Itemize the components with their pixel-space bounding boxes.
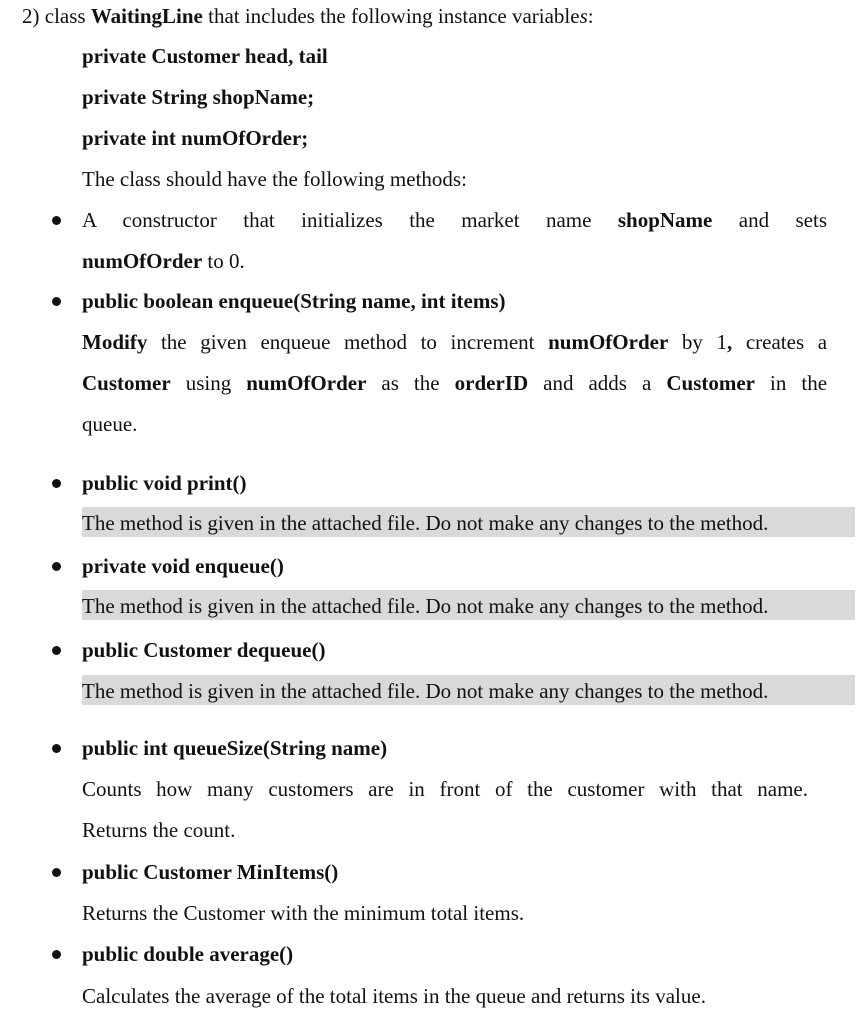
- variable-shop-name: private String shopName;: [82, 85, 315, 109]
- enqueue-desc-line-3: queue.: [82, 412, 138, 436]
- bullet-icon: [52, 646, 61, 655]
- methods-intro: The class should have the following methods:: [82, 167, 467, 191]
- question-number: 2): [22, 4, 40, 28]
- print-signature: public void print(): [82, 471, 247, 495]
- bullet-icon: [52, 297, 61, 306]
- min-items-signature: public Customer MinItems(): [82, 860, 339, 884]
- average-desc: Calculates the average of the total items in the queue and returns its value.: [82, 984, 706, 1008]
- dequeue-signature: public Customer dequeue(): [82, 638, 326, 662]
- dequeue-note: The method is given in the attached file. Do not make any changes to the method.: [82, 679, 769, 703]
- bullet-icon: [52, 479, 61, 488]
- enqueue-private-note: The method is given in the attached file. Do not make any changes to the method.: [82, 594, 769, 618]
- bullet-icon: [52, 868, 61, 877]
- enqueue-private-signature: private void enqueue(): [82, 554, 284, 578]
- enqueue-desc-line-2: Customer using numOfOrder as the orderID and adds a Customer in the: [82, 371, 828, 395]
- bullet-icon: [52, 216, 61, 225]
- print-note: The method is given in the attached file. Do not make any changes to the method.: [82, 511, 769, 535]
- variable-head-tail: private Customer head, tail: [82, 44, 328, 68]
- question-intro: 2) class WaitingLine that includes the following instance variables:: [22, 4, 594, 28]
- average-signature: public double average(): [82, 942, 294, 966]
- queue-size-desc-line-1: Counts how many customers are in front of the customer with that name.: [82, 777, 808, 801]
- class-name: WaitingLine: [90, 4, 203, 28]
- min-items-desc: Returns the Customer with the minimum total items.: [82, 901, 525, 925]
- bullet-icon: [52, 950, 61, 959]
- bullet-icon: [52, 562, 61, 571]
- variable-num-of-order: private int numOfOrder;: [82, 126, 309, 150]
- queue-size-desc-line-2: Returns the count.: [82, 818, 236, 842]
- constructor-line-1: A constructor that initializes the market name shopName and sets: [82, 208, 828, 232]
- bullet-icon: [52, 744, 61, 753]
- constructor-line-2: numOfOrder to 0.: [82, 249, 245, 273]
- enqueue-public-signature: public boolean enqueue(String name, int items): [82, 289, 506, 313]
- enqueue-desc-line-1: Modify the given enqueue method to increment numOfOrder by 1, creates a: [82, 330, 828, 354]
- queue-size-signature: public int queueSize(String name): [82, 736, 388, 760]
